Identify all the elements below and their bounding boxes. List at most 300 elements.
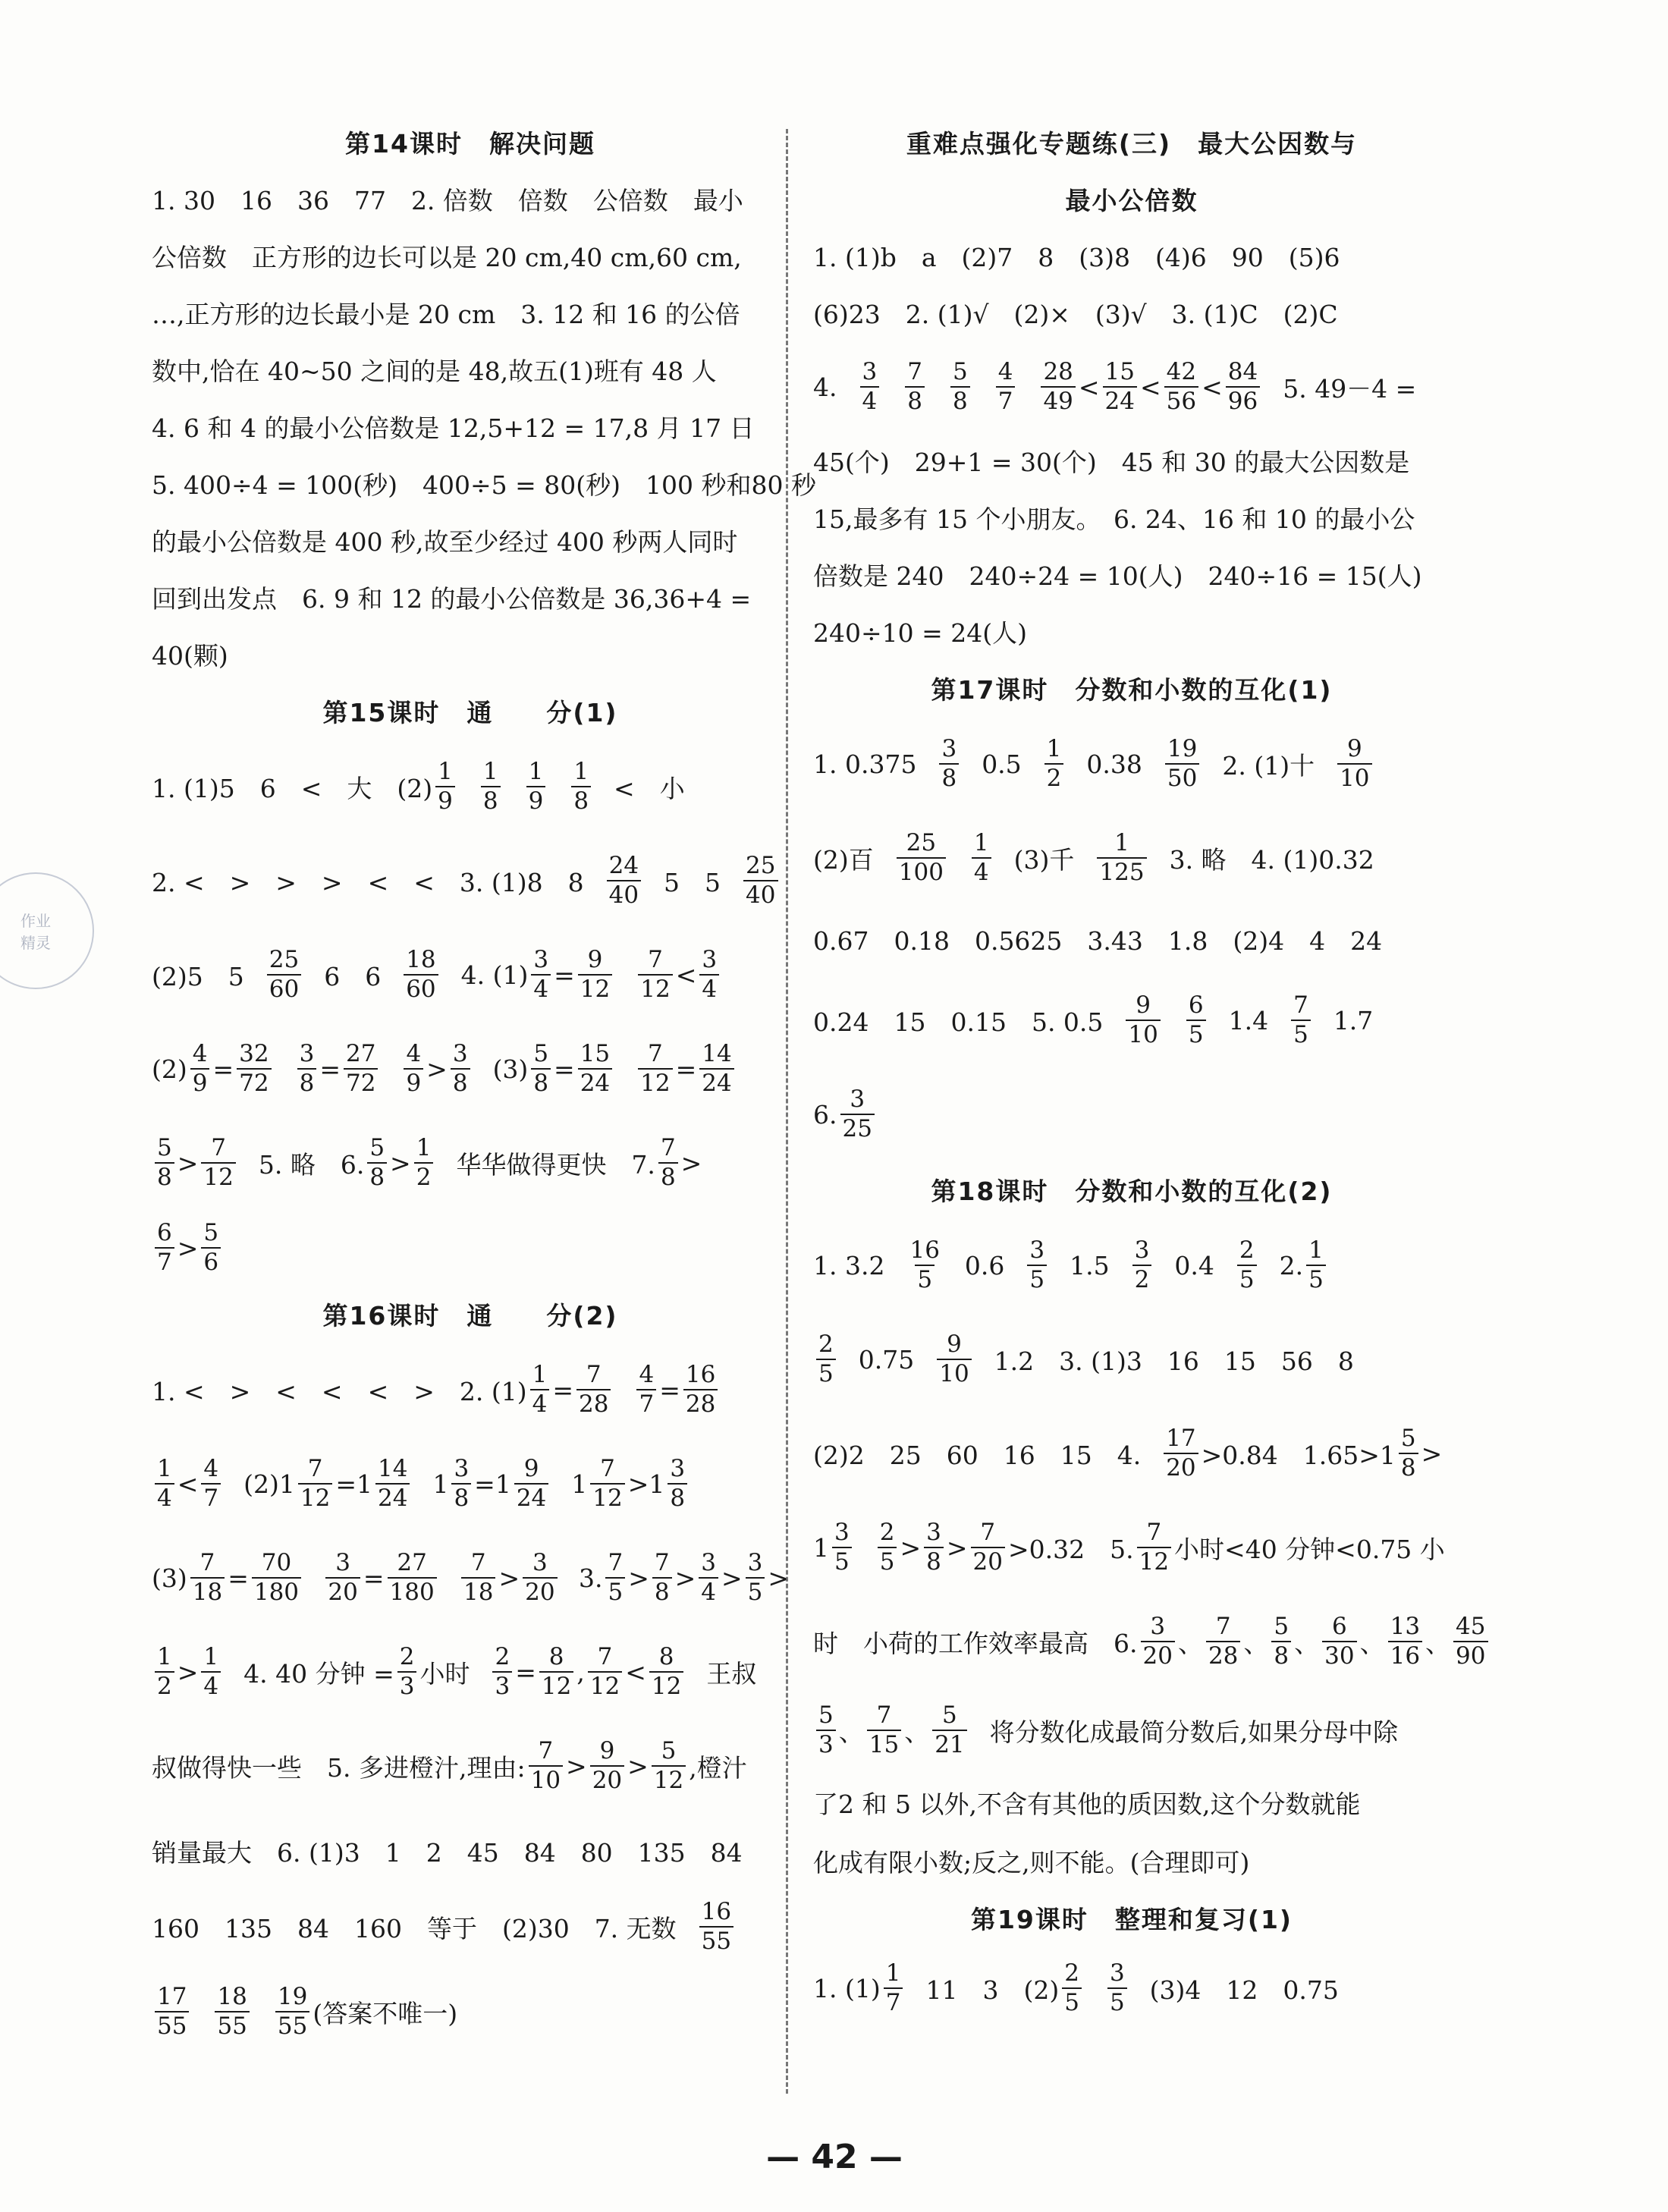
math-line (152, 1889, 789, 1965)
denominator: 12 (590, 1483, 624, 1510)
text-segment: 5. 49－4 = (1283, 373, 1417, 404)
section-title: 第15课时 通 分(1) (322, 698, 618, 727)
denominator: 12 (201, 1162, 235, 1189)
text-segment: 小时 (419, 1658, 470, 1689)
fraction (1399, 1427, 1418, 1480)
math-line: $\frac{6}{7}$ > $\frac{5}{6}$ (152, 1210, 789, 1286)
text-segment: 1. 0.375 (813, 749, 917, 779)
text-line: 40(颗) (152, 641, 228, 671)
denominator: 8 (481, 786, 501, 813)
numerator: 3 (1150, 1613, 1166, 1640)
fraction (375, 1457, 410, 1510)
fraction (668, 1457, 687, 1510)
fraction (884, 1959, 903, 2016)
denominator: 12 (638, 974, 672, 1001)
text-segment: 11 3 (2) (925, 1975, 1060, 2005)
text-segment: 4. (813, 372, 837, 402)
text-segment: 王叔 (706, 1658, 757, 1689)
text-segment: 2. < > > > < < 3. (1)8 8 (152, 867, 584, 897)
denominator: 5 (1237, 1265, 1257, 1292)
numerator: 28 (1043, 358, 1073, 385)
denominator: 9 (190, 1068, 210, 1095)
denominator: 55 (275, 2011, 309, 2038)
denominator: 9 (404, 1068, 423, 1095)
math-line (152, 834, 789, 928)
denominator: 40 (607, 880, 641, 907)
denominator: 8 (297, 1068, 317, 1095)
text-segment: 1. (1)5 6 < 大 (2) (152, 773, 433, 803)
numerator: 7 (600, 1455, 615, 1482)
numerator: 16 (701, 1898, 732, 1925)
denominator: 15 (867, 1730, 901, 1757)
denominator: 8 (451, 1068, 470, 1095)
fraction (1164, 1427, 1198, 1480)
numerator: 3 (747, 1549, 763, 1576)
fraction (1027, 1236, 1047, 1293)
section-title: 第16课时 通 分(2) (322, 1301, 618, 1331)
text-segment: (2)1 (243, 1469, 295, 1499)
numerator: 13 (1390, 1613, 1421, 1640)
denominator: 5 (1062, 1987, 1082, 2015)
denominator: 5 (1306, 1265, 1326, 1292)
fraction (215, 1985, 249, 2038)
fraction (529, 1739, 563, 1793)
denominator: 40 (743, 880, 777, 907)
fraction (155, 1457, 174, 1510)
numerator: 3 (862, 358, 878, 385)
fraction (451, 1042, 470, 1095)
fraction (924, 1521, 944, 1574)
numerator: 2 (1064, 1959, 1079, 1987)
denominator: 2 (414, 1162, 434, 1189)
denominator: 60 (404, 974, 438, 1001)
text-segment: (3)4 12 0.75 (1149, 1975, 1339, 2005)
fraction (514, 1457, 548, 1510)
denominator: 4 (530, 1389, 550, 1416)
numerator: 7 (1293, 991, 1308, 1019)
numerator: 17 (157, 1983, 187, 2010)
denominator: 5 (915, 1265, 935, 1292)
fraction (1291, 991, 1311, 1048)
text-segment: >0.84 1.65>1 (1201, 1440, 1396, 1470)
text-line: 倍数是 240 240÷24 = 10(人) 240÷16 = 15(人) (813, 561, 1422, 591)
numerator: 3 (454, 1455, 470, 1482)
numerator: 8 (658, 1643, 674, 1670)
fraction (1337, 737, 1371, 790)
text-segment: (2)5 5 (152, 961, 244, 991)
text-line: (6)23 2. (1)√ (2)× (3)√ 3. (1)C (2)C (813, 300, 1338, 329)
numerator: 18 (406, 946, 436, 973)
numerator: 3 (850, 1086, 865, 1113)
numerator: 32 (239, 1040, 269, 1067)
denominator: 7 (201, 1483, 221, 1510)
denominator: 20 (971, 1547, 1005, 1574)
text-segment: 1. 3.2 (813, 1250, 885, 1280)
denominator: 100 (897, 857, 946, 884)
math-line: 叔做得快一些 5. 多进橙汁,理由: $\frac{7}{10}$ > $\frac{9}{20}$ > $\frac{5}{12}$ ,橙汁 (152, 1737, 747, 1794)
section-subtitle: 最小公倍数 (1065, 186, 1198, 215)
text-line: 15,最多有 15 个小朋友。 6. 24、16 和 10 的最小公 (813, 504, 1415, 534)
numerator: 15 (580, 1040, 611, 1067)
denominator: 28 (1206, 1641, 1240, 1668)
numerator: 4 (192, 1040, 208, 1067)
fraction (155, 1136, 174, 1189)
numerator: 1 (532, 1361, 548, 1388)
numerator: 3 (533, 946, 549, 973)
fraction (201, 1221, 221, 1274)
fraction (1062, 1959, 1082, 2016)
text-segment: (3)千 (1013, 844, 1075, 875)
denominator: 8 (939, 763, 959, 790)
fraction (451, 1457, 471, 1510)
denominator: 30 (1322, 1641, 1356, 1668)
text-line: 45(个) 29+1 = 30(个) 45 和 30 的最大公因数是 (813, 448, 1410, 477)
fraction (590, 1739, 624, 1793)
numerator: 7 (586, 1361, 602, 1388)
fraction (481, 760, 501, 813)
denominator: 10 (1337, 763, 1371, 790)
denominator: 8 (950, 386, 970, 413)
denominator: 12 (652, 1765, 686, 1793)
fraction (1107, 1959, 1127, 2016)
numerator: 42 (1166, 358, 1197, 385)
math-line: (3) $\frac{7}{18}$ = $\frac{70}{180}$ $\frac{3}{20}$ = $\frac{27}{180}$ $\frac{7}{18}$ > $\frac{3}{20}$ 3. $\frac{7}{5}$ > $\frac{7}{8}$ > $\frac{3}{4}$ > $\frac{3}{5}$ > (152, 1549, 790, 1606)
text-segment: >0.32 5. (1007, 1534, 1134, 1564)
numerator: 3 (926, 1519, 941, 1546)
denominator: 7 (884, 1987, 903, 2015)
math-line (813, 1946, 1450, 2030)
numerator: 5 (369, 1134, 385, 1161)
math-line (152, 1965, 789, 2059)
numerator: 1 (482, 758, 498, 785)
text-line: 回到出发点 6. 9 和 12 的最小公倍数是 36,36+4 = (152, 584, 752, 614)
fraction (649, 1645, 683, 1698)
numerator: 9 (599, 1737, 615, 1764)
fraction (576, 1363, 611, 1416)
numerator: 5 (203, 1219, 219, 1246)
fraction (683, 1363, 718, 1416)
text-segment: 1. < > < < < > 2. (1) (152, 1376, 527, 1406)
fraction (699, 1551, 718, 1604)
fraction (1206, 1615, 1240, 1668)
text-segment: 1.4 (1228, 1005, 1269, 1035)
fraction (297, 1042, 317, 1095)
fraction (1306, 1236, 1326, 1293)
fraction (746, 1551, 765, 1604)
text-segment: 叔做得快一些 5. 多进橙汁,理由: (152, 1752, 526, 1783)
numerator: 1 (1046, 735, 1062, 762)
denominator: 16 (1388, 1641, 1422, 1668)
denominator: 8 (531, 1068, 551, 1095)
denominator: 2 (155, 1671, 174, 1698)
numerator: 6 (157, 1219, 172, 1246)
text-segment: 1. (1) (813, 1973, 881, 2003)
text-line: 240÷10 = 24(人) (813, 618, 1027, 648)
denominator: 5 (878, 1547, 897, 1574)
denominator: 5 (1186, 1020, 1206, 1047)
denominator: 8 (924, 1547, 944, 1574)
numerator: 4 (406, 1040, 422, 1067)
section-title: 第19课时 整理和复习(1) (970, 1905, 1293, 1934)
fraction (840, 1088, 875, 1141)
text-segment: < 小 (614, 773, 685, 803)
denominator: 60 (267, 974, 301, 1001)
denominator: 28 (683, 1389, 718, 1416)
numerator: 3 (532, 1549, 548, 1576)
denominator: 90 (1453, 1641, 1487, 1668)
denominator: 12 (649, 1671, 683, 1698)
denominator: 8 (1271, 1641, 1291, 1668)
numerator: 1 (203, 1643, 219, 1670)
text-segment: (2)百 (813, 844, 874, 875)
numerator: 25 (906, 829, 937, 856)
fraction (860, 360, 880, 413)
text-segment: 0.6 (964, 1250, 1005, 1280)
page-number: — 42 — (766, 2138, 903, 2176)
numerator: 7 (876, 1701, 892, 1729)
math-line (813, 1218, 1450, 1312)
numerator: 18 (217, 1983, 247, 2010)
fraction (905, 360, 925, 413)
text-segment: 小时<40 分钟<0.75 小 (1174, 1534, 1445, 1564)
fraction (461, 1551, 495, 1604)
numerator: 1 (157, 1643, 172, 1670)
fraction (1103, 360, 1137, 413)
text-segment: 3. 略 4. (1)0.32 (1169, 844, 1374, 875)
numerator: 8 (548, 1643, 564, 1670)
numerator: 7 (654, 1549, 670, 1576)
denominator: 25 (840, 1114, 875, 1141)
fraction (404, 948, 438, 1001)
denominator: 12 (588, 1671, 622, 1698)
math-line: (2)5 5 $\frac{25}{60}$ 6 6 $\frac{18}{60}$ 4. (1) $\frac{3}{4}$ = $\frac{9}{12}$ $\frac{7}{12}$ < $\frac{3}{4}$ (152, 928, 789, 1022)
math-line (813, 1312, 1450, 1406)
fraction (155, 1645, 174, 1698)
numerator: 1 (528, 758, 544, 785)
text-line: 1. 30 16 36 77 2. 倍数 倍数 公倍数 最小 (152, 186, 743, 215)
numerator: 24 (608, 852, 639, 879)
fraction (950, 360, 970, 413)
fraction (531, 1042, 551, 1095)
fraction (578, 1042, 612, 1095)
fraction (414, 1136, 434, 1189)
denominator: 96 (1226, 386, 1260, 413)
fraction (1453, 1615, 1487, 1668)
numerator: 7 (199, 1549, 215, 1576)
numerator: 4 (203, 1455, 219, 1482)
denominator: 8 (571, 786, 591, 813)
numerator: 19 (1167, 735, 1198, 762)
numerator: 1 (973, 829, 989, 856)
fraction (367, 1136, 387, 1189)
numerator: 9 (947, 1331, 962, 1358)
denominator: 50 (1165, 763, 1199, 790)
text-segment: 0.4 (1174, 1250, 1214, 1280)
numerator: 16 (909, 1236, 940, 1264)
text-segment: 0.24 15 0.15 5. 0.5 (813, 1007, 1104, 1037)
right-column (813, 114, 1486, 2030)
fraction (578, 948, 612, 1001)
denominator: 5 (832, 1547, 852, 1574)
numerator: 9 (1346, 735, 1362, 762)
fraction (298, 1457, 332, 1510)
fraction (607, 854, 641, 907)
math-line: (2)2 25 60 16 15 4. $\frac{17}{20}$ >0.84 1.65>1 $\frac{5}{8}$ > (813, 1425, 1443, 1481)
denominator: 4 (699, 1577, 718, 1604)
numerator: 2 (879, 1519, 895, 1546)
numerator: 7 (307, 1455, 323, 1482)
text-segment: 4. 40 分钟 = (243, 1658, 394, 1689)
text-segment: 4. (1) (460, 960, 529, 990)
denominator: 20 (1164, 1453, 1198, 1480)
numerator: 17 (1166, 1425, 1196, 1452)
fraction (588, 1645, 622, 1698)
fraction (252, 1551, 301, 1604)
fraction (1044, 737, 1064, 790)
numerator: 14 (702, 1040, 732, 1067)
math-line (813, 1067, 1450, 1161)
numerator: 7 (538, 1737, 554, 1764)
numerator: 27 (345, 1040, 376, 1067)
denominator: 7 (636, 1389, 656, 1416)
numerator: 1 (416, 1134, 432, 1161)
stamp-text: 作业 (20, 912, 51, 930)
fraction (539, 1645, 573, 1698)
fraction (530, 1363, 550, 1416)
numerator: 4 (639, 1361, 655, 1388)
fraction (1388, 1615, 1422, 1668)
stamp-text: 精灵 (20, 934, 51, 952)
left-column (152, 114, 816, 2059)
fraction (638, 948, 672, 1001)
text-segment: 6. (813, 1099, 837, 1130)
denominator: 8 (1399, 1453, 1418, 1480)
fraction (638, 1042, 672, 1095)
fraction (1132, 1236, 1152, 1293)
denominator: 8 (668, 1483, 687, 1510)
numerator: 45 (1456, 1613, 1486, 1640)
numerator: 2 (1239, 1236, 1255, 1264)
numerator: 3 (701, 1549, 716, 1576)
numerator: 7 (980, 1519, 996, 1546)
numerator: 27 (397, 1549, 427, 1576)
denominator: 2 (1044, 763, 1064, 790)
fraction (435, 760, 455, 813)
numerator: 4 (997, 358, 1013, 385)
fraction (897, 831, 946, 884)
numerator: 7 (648, 946, 663, 973)
denominator: 6 (201, 1247, 221, 1274)
text-line: 5. 400÷4 = 100(秒) 400÷5 = 80(秒) 100 秒和80 秒 (152, 470, 816, 500)
fraction (937, 1333, 971, 1386)
numerator: 7 (597, 1643, 613, 1670)
denominator: 8 (652, 1577, 672, 1604)
numerator: 2 (399, 1643, 415, 1670)
math-line: 时 小荷的工作效率最高 6. $\frac{3}{20}$ 、 $\frac{7}{28}$ 、 $\frac{5}{8}$ 、 $\frac{6}{30}$ 、 $\frac{13}{16}$ 、 $\frac{45}{90}$ (813, 1595, 1450, 1689)
denominator: 72 (344, 1068, 378, 1095)
math-line: 4. $\frac{3}{4}$ $\frac{7}{8}$ $\frac{5}{8}$ $\frac{4}{7}$ $\frac{28}{49}$ < $\frac{15}{24}$ < $\frac{42}{56}$ < $\frac{84}{96}$ 5. 49－4 = (813, 358, 1417, 415)
math-line (813, 811, 1450, 905)
text-segment: 2. (1)十 (1222, 750, 1315, 781)
fraction (1226, 360, 1260, 413)
numerator: 5 (1400, 1425, 1416, 1452)
denominator: 9 (526, 786, 546, 813)
fraction (1126, 991, 1160, 1048)
numerator: 7 (907, 358, 922, 385)
fraction (971, 1521, 1005, 1574)
fraction (658, 1136, 678, 1189)
text-line: 的最小公倍数是 400 秒,故至少经过 400 秒两人同时 (152, 527, 738, 557)
denominator: 180 (388, 1577, 437, 1604)
text-line: 数中,恰在 40~50 之间的是 48,故五(1)班有 48 人 (152, 357, 717, 386)
denominator: 4 (860, 386, 880, 413)
fraction (1186, 991, 1206, 1048)
numerator: 14 (377, 1455, 408, 1482)
fraction (1097, 831, 1146, 884)
math-line: $\frac{5}{3}$ 、 $\frac{7}{15}$ 、 $\frac{5}{21}$ 将分数化成最简分数后,如果分母中除 (813, 1689, 1450, 1772)
fraction (531, 948, 551, 1001)
section-title: 第14课时 解决问题 (345, 129, 595, 159)
fraction (652, 1551, 672, 1604)
numerator: 3 (1134, 1236, 1150, 1264)
denominator: 5 (1107, 1987, 1127, 2015)
denominator: 3 (816, 1730, 836, 1757)
denominator: 5 (1291, 1020, 1311, 1047)
numerator: 25 (746, 852, 776, 879)
fraction (1271, 1615, 1291, 1668)
denominator: 24 (699, 1068, 733, 1095)
fraction (404, 1042, 423, 1095)
numerator: 84 (1227, 358, 1258, 385)
denominator: 4 (155, 1483, 174, 1510)
denominator: 12 (298, 1483, 332, 1510)
text-segment: 1.7 (1333, 1005, 1374, 1035)
fraction (155, 1221, 174, 1274)
math-line: 1. < > < < < > 2. (1) $\frac{1}{4}$ = $\frac{7}{28}$ $\frac{4}{7}$ = $\frac{16}{28}$ (152, 1343, 789, 1437)
denominator: 20 (1141, 1641, 1175, 1668)
numerator: 1 (1308, 1236, 1324, 1264)
math-line (152, 740, 789, 834)
denominator: 18 (461, 1577, 495, 1604)
denominator: 5 (1027, 1265, 1047, 1292)
numerator: 5 (818, 1701, 834, 1729)
fraction (237, 1042, 271, 1095)
fraction (605, 1551, 625, 1604)
numerator: 7 (660, 1134, 676, 1161)
denominator: 7 (155, 1247, 174, 1274)
fraction (1137, 1521, 1171, 1574)
numerator: 9 (1136, 991, 1151, 1019)
denominator: 5 (816, 1359, 836, 1386)
fraction (267, 948, 301, 1001)
denominator: 24 (375, 1483, 410, 1510)
fraction (1237, 1236, 1257, 1293)
text-segment: 华华做得更快 7. (456, 1149, 655, 1180)
fraction (1141, 1615, 1175, 1668)
section-title: 第18课时 分数和小数的互化(2) (931, 1177, 1333, 1206)
text-segment: 时 小荷的工作效率最高 6. (813, 1628, 1138, 1658)
math-line: $\frac{1}{4}$ < $\frac{4}{7}$ (2)1 $\frac{7}{12}$ =1 $\frac{14}{24}$ 1 $\frac{3}{8}$ =1 $\frac{9}{24}$ 1 $\frac{7}{12}$ >1 $\frac{3}{8}$ (152, 1437, 789, 1531)
numerator: 1 (1114, 829, 1129, 856)
denominator: 8 (905, 386, 925, 413)
numerator: 5 (157, 1134, 172, 1161)
fraction (571, 760, 591, 813)
denominator: 12 (638, 1068, 672, 1095)
text-line: 4. 6 和 4 的最小公倍数是 12,5+12 = 17,8 月 17 日 (152, 413, 755, 443)
numerator: 7 (470, 1549, 486, 1576)
denominator: 8 (155, 1162, 174, 1189)
denominator: 4 (972, 857, 991, 884)
